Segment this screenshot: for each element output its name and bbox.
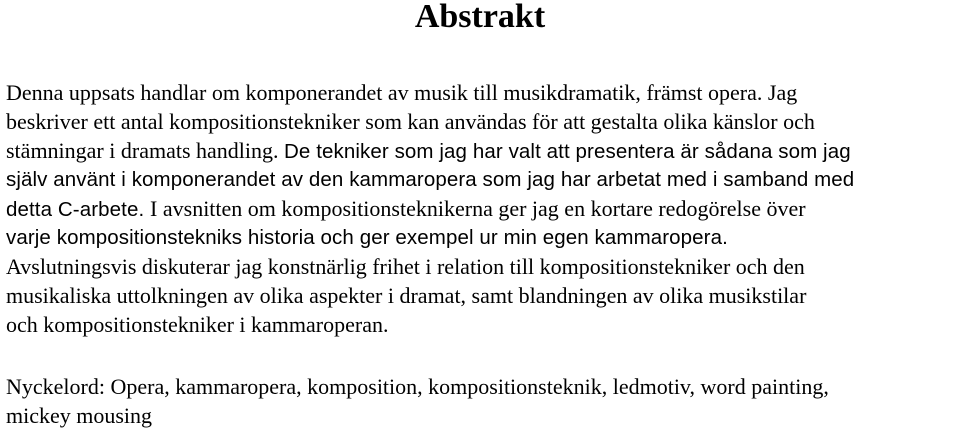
text-run: musikaliska uttolkningen av olika aspekter i dramat, samt blandningen av olika musikstilar <box>6 283 807 308</box>
abstract-line <box>6 107 960 136</box>
text-run: I avsnitten om kompositionsteknikerna ger jag en kortare redogörelse över <box>150 196 806 221</box>
text-run: Nyckelord: Opera, kammaropera, komposition, kompositionsteknik, ledmotiv, word painting, <box>6 374 829 399</box>
abstract-line <box>6 78 960 107</box>
page-title: Abstrakt <box>414 0 546 35</box>
abstract-line <box>6 310 960 339</box>
text-run: stämningar i dramats handling. <box>6 138 284 163</box>
text-run: Avslutningsvis diskuterar jag konstnärlig frihet i relation till kompositionstekniker och den <box>6 254 805 279</box>
abstract-paragraph <box>6 78 960 339</box>
abstract-line <box>6 223 960 252</box>
abstract-line <box>6 252 960 281</box>
abstract-line <box>6 165 960 194</box>
text-run: och kompositionstekniker i kammaroperan. <box>6 312 389 337</box>
keywords-line <box>6 372 960 401</box>
keywords-line <box>6 401 960 430</box>
abstract-line <box>6 281 960 310</box>
text-run: Denna uppsats handlar om komponerandet av musik till musikdramatik, främst opera. Jag <box>6 80 798 105</box>
keywords-paragraph <box>6 372 960 430</box>
text-run: själv använt i komponerandet av den kammaropera som jag har arbetat med i samband med <box>6 168 855 191</box>
text-run: mickey mousing <box>6 403 153 428</box>
text-run: De tekniker som jag har valt att presentera är sådana som jag <box>284 140 851 163</box>
abstract-line <box>6 136 960 165</box>
text-run: beskriver ett antal kompositionstekniker som kan användas för att gestalta olika känslor och <box>6 109 815 134</box>
text-run: varje kompositionstekniks historia och ger exempel ur min egen kammaropera. <box>6 226 728 249</box>
abstract-line <box>6 194 960 223</box>
text-run: detta C-arbete. <box>6 198 151 221</box>
